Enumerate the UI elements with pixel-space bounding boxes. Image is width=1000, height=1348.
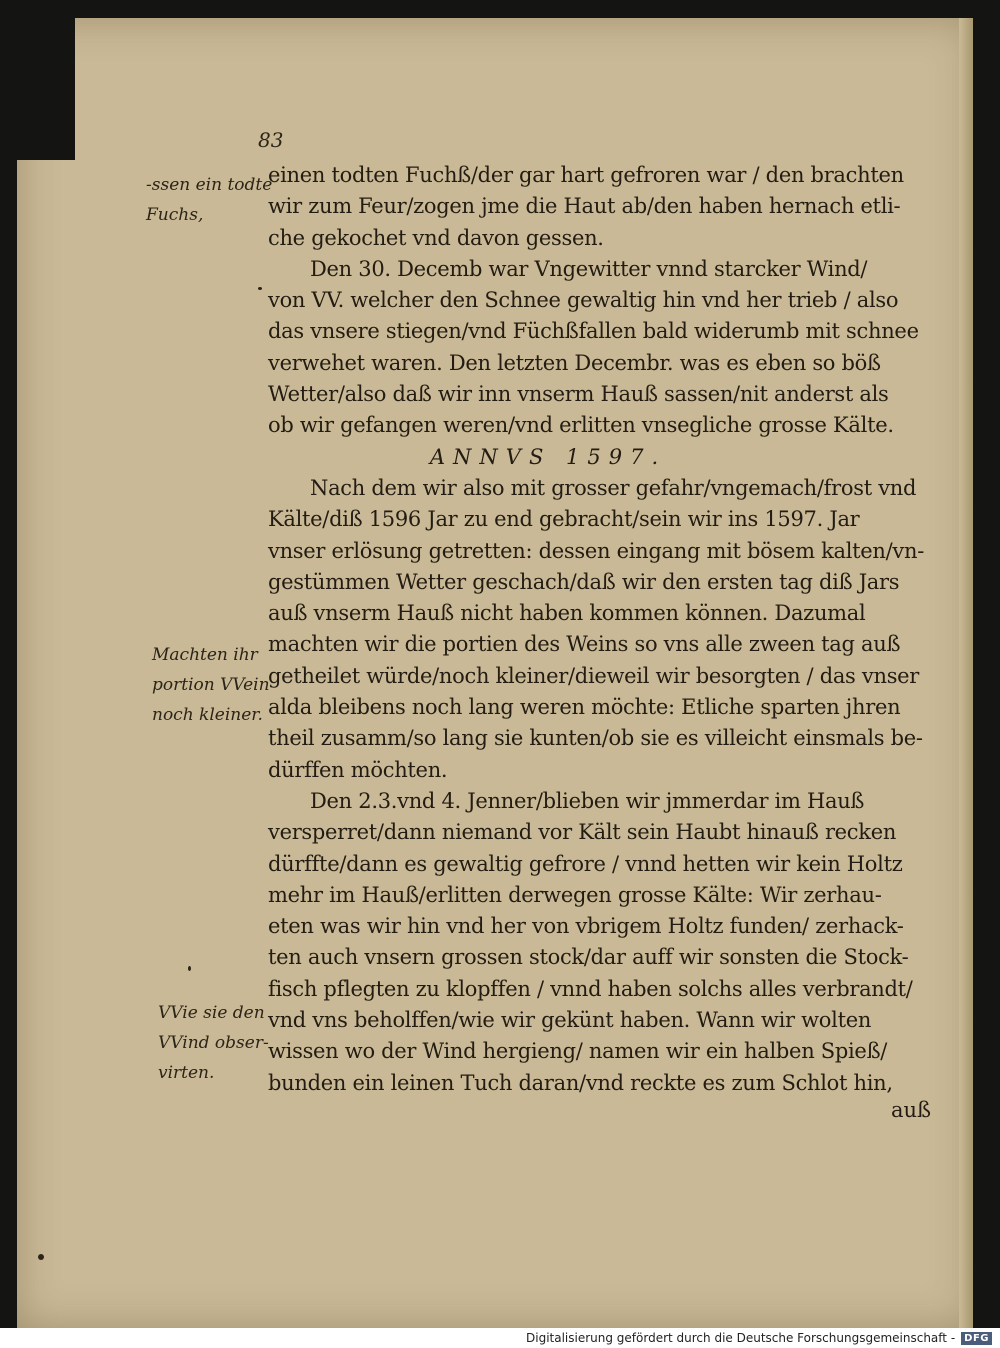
text-line: Wetter/also daß wir inn vnserm Hauß sassen/nit anderst als [268,382,889,407]
text-line: theil zusamm/so lang sie kunten/ob sie es villeicht einsmals be- [268,726,923,751]
text-line: eten was wir hin vnd her von vbrigem Holtz funden/ zerhack- [268,914,904,939]
text-line: alda bleibens noch lang weren möchte: Etliche sparten jhren [268,695,901,720]
year-heading: ANNVS 1597. [429,444,667,469]
footer-bar [0,1328,1000,1348]
text-line: getheilet würde/noch kleiner/dieweil wir besorgten / das vnser [268,663,920,688]
text-line: Nach dem wir also mit grosser gefahr/vngemach/frost vnd [310,475,917,500]
margin-note-wind: VVie sie den VVind obser- virten. [158,1003,269,1083]
text-line: mehr im Hauß/erlitten derwegen grosse Kälte: Wir zerhau- [268,882,882,907]
text-line: ob wir gefangen weren/vnd erlitten vnsegliche grosse Kälte. [268,413,894,438]
text-line: vnd vns beholffen/wie wir gekünt haben. Wann wir wolten [268,1008,872,1033]
main-text-block [268,160,948,1099]
text-line: verwehet waren. Den letzten Decembr. was es eben so böß [268,350,881,375]
catchword: auß [891,1098,932,1122]
text-line: einen todten Fuchß/der gar hart gefroren war / den brachten [268,163,904,187]
text-line: gestümmen Wetter geschach/daß wir den ersten tag diß Jars [268,569,900,594]
page-fold-shadow [17,18,75,160]
text-line: Den 2.3.vnd 4. Jenner/blieben wir jmmerdar im Hauß [310,788,865,813]
text-line: fisch pflegten zu klopffen / vnnd haben solchs alles verbrandt/ [268,976,913,1001]
text-line: Den 30. Decemb war Vngewitter vnnd starcker Wind/ [310,256,868,281]
dfg-logo: DFG [961,1332,992,1345]
page-edge [959,18,973,1328]
text-line: che gekochet vnd davon gessen. [268,225,604,250]
text-line: ten auch vnsern grossen stock/dar auff wir sonsten die Stock- [268,945,909,970]
text-line: dürffte/dann es gewaltig gefrore / vnnd hetten wir kein Holtz [268,851,903,876]
text-line: von VV. welcher den Schnee gewaltig hin vnd her trieb / also [268,288,899,313]
text-line: bunden ein leinen Tuch daran/vnd reckte es zum Schlot hin, [268,1070,893,1095]
ink-speck [38,1254,44,1260]
margin-note-fox: -ssen ein todte Fuchs, [146,175,273,225]
margin-note-wine: Machten ihr portion VVein noch kleiner. [152,645,270,725]
text-line: vnser erlösung getretten: dessen eingang mit bösem kalten/vn- [268,538,924,563]
text-line: machten wir die portien des Weins so vns alle zween tag auß [268,632,901,657]
text-line: dürffen möchten. [268,757,448,782]
folio-number: 83 [258,128,284,152]
text-line: Kälte/diß 1596 Jar zu end gebracht/sein wir ins 1597. Jar [268,507,860,532]
text-line: wissen wo der Wind hergieng/ namen wir ein halben Spieß/ [268,1039,888,1064]
text-line: wir zum Feur/zogen jme die Haut ab/den haben hernach etli- [268,194,901,219]
ink-speck [258,287,262,290]
text-line: versperret/dann niemand vor Kält sein Haubt hinauß recken [268,820,897,845]
text-line: auß vnserm Hauß nicht haben kommen können. Dazumal [268,601,866,626]
footer-credit: Digitalisierung gefördert durch die Deutsche Forschungsgemeinschaft - [526,1331,956,1345]
ink-speck [188,966,191,971]
text-line: das vnsere stiegen/vnd Füchßfallen bald widerumb mit schnee [268,319,919,344]
